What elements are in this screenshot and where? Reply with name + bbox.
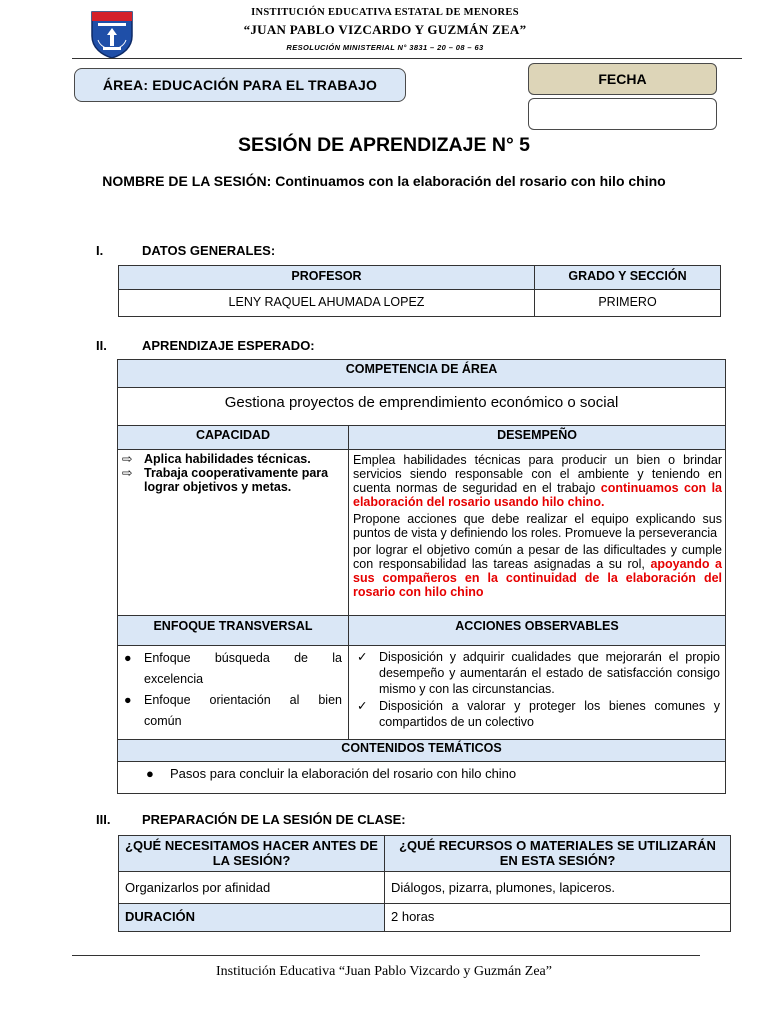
duracion-value: 2 horas — [385, 904, 731, 932]
desempeno-highlight-2: apoyando a sus compañeros en la continuidad de la elaboración del rosario con hilo chino — [353, 557, 723, 599]
recursos-header: ¿QUÉ RECURSOS O MATERIALES SE UTILIZARÁN EN ESTA SESIÓN? — [385, 836, 731, 872]
grado-header: GRADO Y SECCIÓN — [535, 266, 721, 290]
enfoque-header: ENFOQUE TRANSVERSAL — [118, 616, 349, 646]
acciones-header: ACCIONES OBSERVABLES — [349, 616, 726, 646]
contenidos-list — [118, 765, 725, 783]
antes-header: ¿QUÉ NECESITAMOS HACER ANTES DE LA SESIÓN? — [119, 836, 385, 872]
enfoque-item: ● Enfoque orientación al bien común — [118, 690, 342, 732]
session-title: SESIÓN DE APRENDIZAJE N° 5 — [237, 134, 531, 156]
fecha-label-box — [528, 63, 717, 95]
desempeno-paragraph-2: Propone acciones que debe realizar el equipo explicando sus puntos de vista y definiendo los roles. Promueve la perseverancia — [353, 512, 723, 540]
aprendizaje-esperado-table — [117, 359, 726, 794]
arrow-right-icon: ⇨ — [122, 452, 133, 466]
desempeno-paragraph-3: por lograr el objetivo común a pesar de las dificultades y cumple con responsabilidad las tareas asignadas a su rol, apoyando a sus compañeros en la continuidad de la elaboración del rosario con hilo chino — [353, 543, 723, 599]
contenido-item: ● Pasos para concluir la elaboración del rosario con hilo chino — [146, 766, 517, 781]
footer-text: Institución Educativa “Juan Pablo Vizcardo y Guzmán Zea” — [216, 964, 552, 979]
enfoque-cell — [118, 646, 349, 740]
school-shield-logo — [88, 8, 136, 60]
section-1-title: DATOS GENERALES: — [142, 243, 276, 258]
section-2-number: II. — [96, 338, 107, 353]
duracion-label: DURACIÓN — [119, 904, 385, 932]
desempeno-cell — [349, 450, 726, 616]
area-label: ÁREA: EDUCACIÓN PARA EL TRABAJO — [102, 77, 378, 93]
preparacion-table — [118, 835, 731, 932]
bullet-icon: ● — [124, 693, 132, 707]
section-3-title: PREPARACIÓN DE LA SESIÓN DE CLASE: — [142, 812, 406, 827]
bullet-icon: ● — [146, 766, 154, 781]
acciones-cell — [349, 646, 726, 740]
area-label-box — [74, 68, 406, 102]
section-3-heading — [96, 812, 406, 827]
capacidad-item: ⇨ Trabaja cooperativamente para lograr objetivos y metas. — [122, 466, 329, 494]
fecha-value-box — [528, 98, 717, 130]
desempeno-paragraph-1: Emplea habilidades técnicas para producir un bien o brindar servicios siendo responsable con el ambiente y teniendo en cuenta normas de seguridad en el trabajo continuamos con la elaboración del rosario usando hilo chino. — [353, 453, 723, 509]
acciones-list — [349, 649, 720, 730]
fecha-label: FECHA — [598, 71, 647, 87]
bullet-icon: ● — [124, 651, 132, 665]
datos-generales-table — [118, 265, 721, 317]
desempeno-header: DESEMPEÑO — [349, 426, 726, 450]
section-1-number: I. — [96, 243, 104, 258]
enfoque-item: ● Enfoque búsqueda de la excelencia — [118, 648, 342, 690]
profesor-header: PROFESOR — [119, 266, 535, 290]
institution-quoted-name: “JUAN PABLO VIZCARDO Y GUZMÁN ZEA” — [243, 22, 527, 37]
accion-item: ✓ Disposición y adquirir cualidades que mejorarán el propio desempeño y aumentarán el estado de satisfacción consigo mismo y con las circunstancias. — [357, 650, 721, 696]
check-icon: ✓ — [357, 650, 368, 664]
antes-value: Organizarlos por afinidad — [119, 872, 385, 904]
competencia-header: COMPETENCIA DE ÁREA — [118, 360, 726, 388]
institution-name: INSTITUCIÓN EDUCATIVA ESTATAL DE MENORES — [251, 7, 519, 18]
competencia-value: Gestiona proyectos de emprendimiento económico o social — [118, 388, 726, 426]
desempeno-highlight-1: continuamos con la elaboración del rosario usando hilo chino. — [353, 481, 723, 509]
capacidad-header: CAPACIDAD — [118, 426, 349, 450]
contenidos-cell — [118, 762, 726, 794]
contenidos-header: CONTENIDOS TEMÁTICOS — [118, 740, 726, 762]
section-2-heading — [96, 338, 315, 353]
footer-rule — [72, 955, 700, 956]
accion-item: ✓ Disposición a valorar y proteger los bienes comunes y compartidos de un colectivo — [357, 699, 721, 729]
capacidad-cell — [118, 450, 349, 616]
recursos-value: Diálogos, pizarra, plumones, lapiceros. — [385, 872, 731, 904]
arrow-right-icon: ⇨ — [122, 466, 133, 480]
capacidad-list — [118, 452, 348, 494]
resolution-line: RESOLUCIÓN MINISTERIAL N° 3831 – 20 – 08 – 63 — [286, 43, 484, 52]
session-name: NOMBRE DE LA SESIÓN: Continuamos con la elaboración del rosario con hilo chino — [102, 173, 666, 189]
check-icon: ✓ — [357, 699, 368, 713]
capacidad-item: ⇨ Aplica habilidades técnicas. — [122, 452, 311, 466]
profesor-value: LENY RAQUEL AHUMADA LOPEZ — [119, 290, 535, 317]
section-3-number: III. — [96, 812, 111, 827]
section-1-heading — [96, 243, 275, 258]
enfoque-list — [118, 648, 342, 732]
section-2-title: APRENDIZAJE ESPERADO: — [142, 338, 315, 353]
header-rule — [72, 58, 742, 59]
grado-value: PRIMERO — [535, 290, 721, 317]
